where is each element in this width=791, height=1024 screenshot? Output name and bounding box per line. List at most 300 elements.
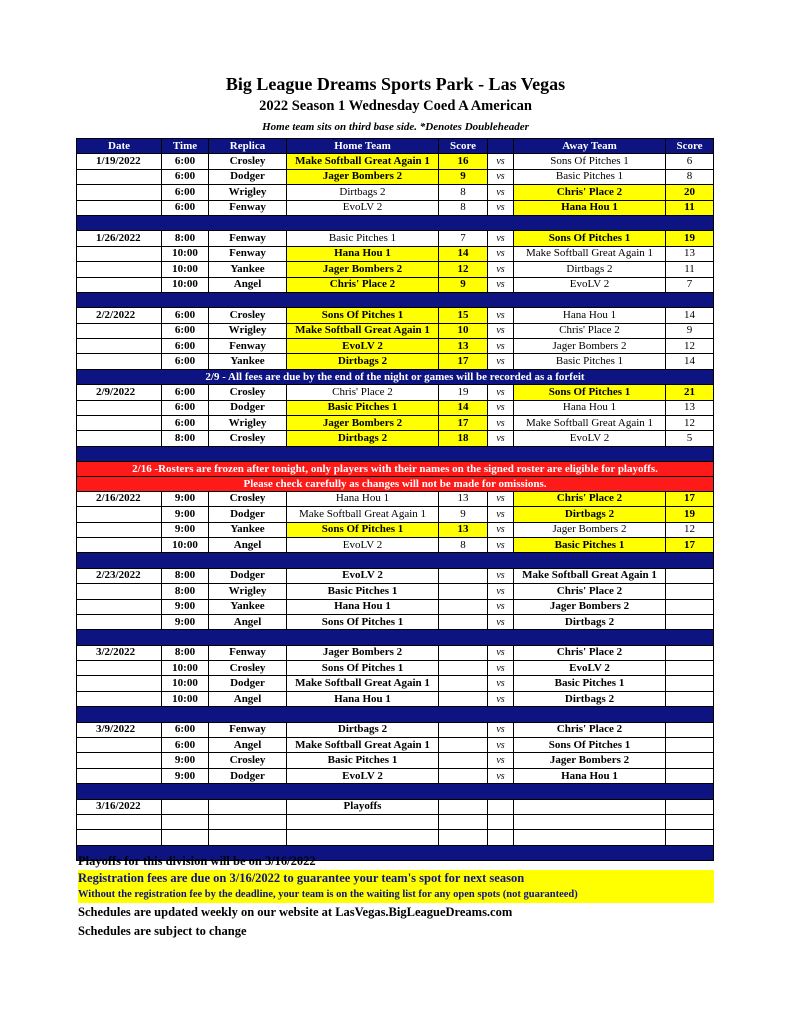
vs-cell: vs (488, 185, 514, 200)
time-cell: 6:00 (162, 722, 209, 737)
away-score-cell (666, 691, 714, 706)
home-score-cell: 7 (439, 231, 488, 246)
empty-row (77, 830, 714, 845)
empty-cell (287, 830, 439, 845)
spacer-cell (77, 215, 714, 230)
vs-cell: vs (488, 753, 514, 768)
date-cell (77, 339, 162, 354)
date-cell (77, 691, 162, 706)
table-row (77, 169, 714, 184)
replica-cell: Crosley (209, 154, 287, 169)
replica-cell: Dodger (209, 169, 287, 184)
replica-cell: Crosley (209, 491, 287, 506)
away-team-cell: Basic Pitches 1 (514, 169, 666, 184)
replica-cell: Fenway (209, 645, 287, 660)
away-team-cell: Jager Bombers 2 (514, 599, 666, 614)
replica-cell: Wrigley (209, 416, 287, 431)
table-row (77, 323, 714, 338)
table-row (77, 507, 714, 522)
time-cell: 8:00 (162, 584, 209, 599)
col-header-date: Date (77, 139, 162, 154)
time-cell: 10:00 (162, 262, 209, 277)
date-cell (77, 537, 162, 552)
away-score-cell: 11 (666, 262, 714, 277)
replica-cell: Crosley (209, 385, 287, 400)
spacer-cell (77, 553, 714, 568)
home-team-cell: Hana Hou 1 (287, 491, 439, 506)
home-team-cell: Basic Pitches 1 (287, 231, 439, 246)
replica-cell: Yankee (209, 522, 287, 537)
away-score-cell: 17 (666, 491, 714, 506)
home-team-cell: Hana Hou 1 (287, 691, 439, 706)
home-score-cell: 14 (439, 246, 488, 261)
table-row (77, 661, 714, 676)
col-header-time: Time (162, 139, 209, 154)
spacer-cell (77, 707, 714, 722)
date-cell (77, 676, 162, 691)
empty-cell (162, 830, 209, 845)
time-cell: 8:00 (162, 568, 209, 583)
home-team-cell: Sons Of Pitches 1 (287, 614, 439, 629)
replica-cell: Angel (209, 614, 287, 629)
away-team-cell: Make Softball Great Again 1 (514, 246, 666, 261)
time-cell: 8:00 (162, 645, 209, 660)
table-row (77, 676, 714, 691)
away-score-cell: 19 (666, 507, 714, 522)
away-team-cell: Chris' Place 2 (514, 323, 666, 338)
date-cell: 1/19/2022 (77, 154, 162, 169)
home-score-cell (439, 722, 488, 737)
home-score-cell (439, 799, 488, 814)
table-row (77, 768, 714, 783)
fees-note: Registration fees are due on 3/16/2022 to guarantee your team's spot for next season (78, 870, 714, 887)
vs-cell: vs (488, 507, 514, 522)
replica-cell: Crosley (209, 753, 287, 768)
table-row (77, 599, 714, 614)
away-score-cell (666, 676, 714, 691)
vs-cell: vs (488, 599, 514, 614)
away-score-cell (666, 799, 714, 814)
away-team-cell: Basic Pitches 1 (514, 354, 666, 369)
home-team-cell: Playoffs (287, 799, 439, 814)
time-cell: 10:00 (162, 661, 209, 676)
date-cell (77, 507, 162, 522)
home-team-cell: Jager Bombers 2 (287, 645, 439, 660)
away-score-cell: 11 (666, 200, 714, 215)
vs-cell: vs (488, 522, 514, 537)
vs-cell: vs (488, 246, 514, 261)
date-cell: 2/16/2022 (77, 491, 162, 506)
away-team-cell: Sons Of Pitches 1 (514, 231, 666, 246)
time-cell: 9:00 (162, 599, 209, 614)
home-team-cell: Basic Pitches 1 (287, 584, 439, 599)
time-cell: 8:00 (162, 231, 209, 246)
away-score-cell: 13 (666, 246, 714, 261)
away-score-cell (666, 722, 714, 737)
away-score-cell: 6 (666, 154, 714, 169)
home-team-cell: Chris' Place 2 (287, 277, 439, 292)
home-score-cell: 17 (439, 354, 488, 369)
empty-cell (439, 815, 488, 830)
away-score-cell: 5 (666, 431, 714, 446)
away-team-cell: Basic Pitches 1 (514, 537, 666, 552)
spacer-row (77, 707, 714, 722)
replica-cell: Dodger (209, 507, 287, 522)
away-score-cell: 12 (666, 522, 714, 537)
vs-cell: vs (488, 308, 514, 323)
home-score-cell: 9 (439, 507, 488, 522)
waitlist-note: Without the registration fee by the deadline, your team is on the waiting list for any open spots (not guaranteed) (78, 887, 714, 903)
replica-cell: Dodger (209, 676, 287, 691)
away-score-cell: 19 (666, 231, 714, 246)
date-cell (77, 753, 162, 768)
away-score-cell: 12 (666, 416, 714, 431)
away-team-cell: Chris' Place 2 (514, 722, 666, 737)
header-note: Home team sits on third base side. *Denotes Doubleheader (262, 121, 529, 133)
spacer-row (77, 292, 714, 307)
home-score-cell (439, 584, 488, 599)
away-team-cell: Make Softball Great Again 1 (514, 568, 666, 583)
home-team-cell: Make Softball Great Again 1 (287, 323, 439, 338)
away-score-cell: 7 (666, 277, 714, 292)
home-team-cell: EvoLV 2 (287, 537, 439, 552)
time-cell: 8:00 (162, 431, 209, 446)
home-team-cell: Dirtbags 2 (287, 722, 439, 737)
replica-cell: Crosley (209, 308, 287, 323)
table-row (77, 738, 714, 753)
away-team-cell: Dirtbags 2 (514, 691, 666, 706)
away-team-cell: Chris' Place 2 (514, 491, 666, 506)
away-team-cell: Hana Hou 1 (514, 200, 666, 215)
table-row (77, 584, 714, 599)
home-score-cell (439, 614, 488, 629)
col-header-home-score: Score (439, 139, 488, 154)
vs-cell: vs (488, 537, 514, 552)
away-score-cell (666, 584, 714, 599)
table-row (77, 354, 714, 369)
vs-cell: vs (488, 416, 514, 431)
empty-cell (209, 815, 287, 830)
replica-cell: Wrigley (209, 584, 287, 599)
time-cell: 6:00 (162, 354, 209, 369)
empty-row (77, 815, 714, 830)
date-cell (77, 200, 162, 215)
home-team-cell: Sons Of Pitches 1 (287, 661, 439, 676)
replica-cell: Yankee (209, 599, 287, 614)
home-team-cell: Jager Bombers 2 (287, 262, 439, 277)
table-row (77, 400, 714, 415)
home-team-cell: EvoLV 2 (287, 200, 439, 215)
vs-cell: vs (488, 661, 514, 676)
date-cell: 1/26/2022 (77, 231, 162, 246)
away-team-cell (514, 799, 666, 814)
away-score-cell: 12 (666, 339, 714, 354)
away-team-cell: Make Softball Great Again 1 (514, 416, 666, 431)
away-score-cell (666, 568, 714, 583)
empty-cell (209, 830, 287, 845)
away-team-cell: Sons Of Pitches 1 (514, 154, 666, 169)
away-score-cell: 13 (666, 400, 714, 415)
home-score-cell (439, 676, 488, 691)
away-score-cell (666, 614, 714, 629)
home-score-cell (439, 661, 488, 676)
home-score-cell: 13 (439, 522, 488, 537)
home-score-cell: 9 (439, 169, 488, 184)
table-row (77, 645, 714, 660)
time-cell: 6:00 (162, 416, 209, 431)
home-team-cell: Basic Pitches 1 (287, 400, 439, 415)
away-score-cell (666, 645, 714, 660)
home-team-cell: Chris' Place 2 (287, 385, 439, 400)
home-score-cell: 12 (439, 262, 488, 277)
time-cell: 10:00 (162, 246, 209, 261)
table-row (77, 614, 714, 629)
empty-cell (488, 830, 514, 845)
vs-cell: vs (488, 169, 514, 184)
date-cell (77, 400, 162, 415)
date-cell (77, 185, 162, 200)
replica-cell: Angel (209, 738, 287, 753)
replica-cell (209, 799, 287, 814)
away-team-cell: Basic Pitches 1 (514, 676, 666, 691)
time-cell: 10:00 (162, 537, 209, 552)
notice-row (77, 477, 714, 492)
table-row (77, 308, 714, 323)
vs-cell: vs (488, 738, 514, 753)
home-score-cell (439, 738, 488, 753)
date-cell (77, 599, 162, 614)
away-score-cell: 20 (666, 185, 714, 200)
date-cell: 2/9/2022 (77, 385, 162, 400)
away-team-cell: Hana Hou 1 (514, 400, 666, 415)
replica-cell: Fenway (209, 231, 287, 246)
replica-cell: Dodger (209, 400, 287, 415)
notice-row (77, 369, 714, 384)
away-score-cell: 8 (666, 169, 714, 184)
vs-cell: vs (488, 400, 514, 415)
spacer-row (77, 784, 714, 799)
replica-cell: Crosley (209, 661, 287, 676)
home-score-cell: 19 (439, 385, 488, 400)
notice-row (77, 462, 714, 477)
home-team-cell: Jager Bombers 2 (287, 416, 439, 431)
vs-cell: vs (488, 339, 514, 354)
away-team-cell: Dirtbags 2 (514, 507, 666, 522)
away-team-cell: Hana Hou 1 (514, 768, 666, 783)
empty-cell (488, 815, 514, 830)
date-cell (77, 169, 162, 184)
table-row (77, 753, 714, 768)
empty-cell (287, 815, 439, 830)
vs-cell: vs (488, 200, 514, 215)
replica-cell: Dodger (209, 768, 287, 783)
time-cell: 6:00 (162, 323, 209, 338)
away-score-cell: 14 (666, 308, 714, 323)
replica-cell: Angel (209, 691, 287, 706)
empty-cell (514, 830, 666, 845)
time-cell: 9:00 (162, 614, 209, 629)
table-row (77, 385, 714, 400)
vs-cell: vs (488, 231, 514, 246)
replica-cell: Yankee (209, 354, 287, 369)
away-score-cell: 21 (666, 385, 714, 400)
date-cell (77, 354, 162, 369)
vs-cell: vs (488, 262, 514, 277)
time-cell: 6:00 (162, 339, 209, 354)
home-score-cell (439, 645, 488, 660)
home-score-cell (439, 599, 488, 614)
date-cell (77, 738, 162, 753)
home-team-cell: Dirtbags 2 (287, 354, 439, 369)
home-score-cell: 10 (439, 323, 488, 338)
away-team-cell: Jager Bombers 2 (514, 339, 666, 354)
home-score-cell (439, 568, 488, 583)
home-team-cell: Make Softball Great Again 1 (287, 676, 439, 691)
vs-cell: vs (488, 354, 514, 369)
away-score-cell (666, 753, 714, 768)
date-cell (77, 416, 162, 431)
replica-cell: Fenway (209, 200, 287, 215)
schedule-table (76, 138, 714, 861)
home-score-cell (439, 691, 488, 706)
table-row (77, 277, 714, 292)
header-row (77, 139, 714, 154)
away-team-cell: Jager Bombers 2 (514, 522, 666, 537)
date-cell (77, 277, 162, 292)
away-team-cell: Chris' Place 2 (514, 645, 666, 660)
home-score-cell: 9 (439, 277, 488, 292)
col-header-away-score: Score (666, 139, 714, 154)
spacer-row (77, 446, 714, 461)
spacer-row (77, 630, 714, 645)
away-team-cell: Chris' Place 2 (514, 185, 666, 200)
replica-cell: Angel (209, 537, 287, 552)
replica-cell: Fenway (209, 722, 287, 737)
playoffs-note: Playoffs for this division will be on 3/16/2022 (78, 854, 316, 868)
home-team-cell: Sons Of Pitches 1 (287, 522, 439, 537)
date-cell (77, 614, 162, 629)
spacer-cell (77, 292, 714, 307)
change-note: Schedules are subject to change (78, 924, 247, 938)
vs-cell (488, 799, 514, 814)
away-team-cell: Dirtbags 2 (514, 614, 666, 629)
home-score-cell: 13 (439, 491, 488, 506)
away-team-cell: Jager Bombers 2 (514, 753, 666, 768)
date-cell (77, 661, 162, 676)
spacer-cell (77, 784, 714, 799)
notice-text: Please check carefully as changes will not be made for omissions. (77, 477, 714, 492)
table-row (77, 722, 714, 737)
date-cell (77, 584, 162, 599)
home-team-cell: Jager Bombers 2 (287, 169, 439, 184)
page-subtitle: 2022 Season 1 Wednesday Coed A American (259, 98, 532, 114)
away-score-cell (666, 738, 714, 753)
away-score-cell: 17 (666, 537, 714, 552)
empty-cell (77, 830, 162, 845)
table-row (77, 522, 714, 537)
away-team-cell: Sons Of Pitches 1 (514, 738, 666, 753)
time-cell: 10:00 (162, 691, 209, 706)
away-score-cell (666, 768, 714, 783)
home-score-cell: 14 (439, 400, 488, 415)
date-cell (77, 768, 162, 783)
col-header-vs (488, 139, 514, 154)
date-cell (77, 262, 162, 277)
time-cell: 6:00 (162, 385, 209, 400)
away-team-cell: Chris' Place 2 (514, 584, 666, 599)
time-cell (162, 799, 209, 814)
time-cell: 6:00 (162, 169, 209, 184)
time-cell: 9:00 (162, 507, 209, 522)
date-cell: 2/2/2022 (77, 308, 162, 323)
date-cell: 3/2/2022 (77, 645, 162, 660)
date-cell (77, 431, 162, 446)
replica-cell: Wrigley (209, 185, 287, 200)
home-team-cell: EvoLV 2 (287, 339, 439, 354)
table-row (77, 537, 714, 552)
home-score-cell: 8 (439, 200, 488, 215)
vs-cell: vs (488, 676, 514, 691)
table-row (77, 416, 714, 431)
table-row (77, 799, 714, 814)
home-team-cell: Hana Hou 1 (287, 599, 439, 614)
date-cell: 2/23/2022 (77, 568, 162, 583)
home-team-cell: Dirtbags 2 (287, 431, 439, 446)
away-team-cell: Dirtbags 2 (514, 262, 666, 277)
table-row (77, 246, 714, 261)
table-row (77, 568, 714, 583)
away-score-cell: 9 (666, 323, 714, 338)
vs-cell: vs (488, 491, 514, 506)
time-cell: 6:00 (162, 308, 209, 323)
home-team-cell: Make Softball Great Again 1 (287, 154, 439, 169)
vs-cell: vs (488, 722, 514, 737)
empty-cell (514, 815, 666, 830)
empty-cell (666, 830, 714, 845)
home-team-cell: EvoLV 2 (287, 568, 439, 583)
home-score-cell: 17 (439, 416, 488, 431)
replica-cell: Fenway (209, 339, 287, 354)
away-team-cell: Sons Of Pitches 1 (514, 385, 666, 400)
vs-cell: vs (488, 614, 514, 629)
home-score-cell (439, 768, 488, 783)
home-team-cell: EvoLV 2 (287, 768, 439, 783)
home-team-cell: Hana Hou 1 (287, 246, 439, 261)
vs-cell: vs (488, 154, 514, 169)
home-team-cell: Basic Pitches 1 (287, 753, 439, 768)
col-header-away-team: Away Team (514, 139, 666, 154)
col-header-replica: Replica (209, 139, 287, 154)
vs-cell: vs (488, 277, 514, 292)
replica-cell: Dodger (209, 568, 287, 583)
date-cell: 3/16/2022 (77, 799, 162, 814)
away-team-cell: EvoLV 2 (514, 277, 666, 292)
time-cell: 10:00 (162, 277, 209, 292)
away-score-cell: 14 (666, 354, 714, 369)
replica-cell: Angel (209, 277, 287, 292)
table-row (77, 431, 714, 446)
home-score-cell: 8 (439, 537, 488, 552)
home-score-cell: 16 (439, 154, 488, 169)
spacer-row (77, 553, 714, 568)
spacer-cell (77, 630, 714, 645)
time-cell: 6:00 (162, 738, 209, 753)
away-score-cell (666, 661, 714, 676)
vs-cell: vs (488, 584, 514, 599)
away-team-cell: Hana Hou 1 (514, 308, 666, 323)
table-row (77, 491, 714, 506)
empty-cell (439, 830, 488, 845)
